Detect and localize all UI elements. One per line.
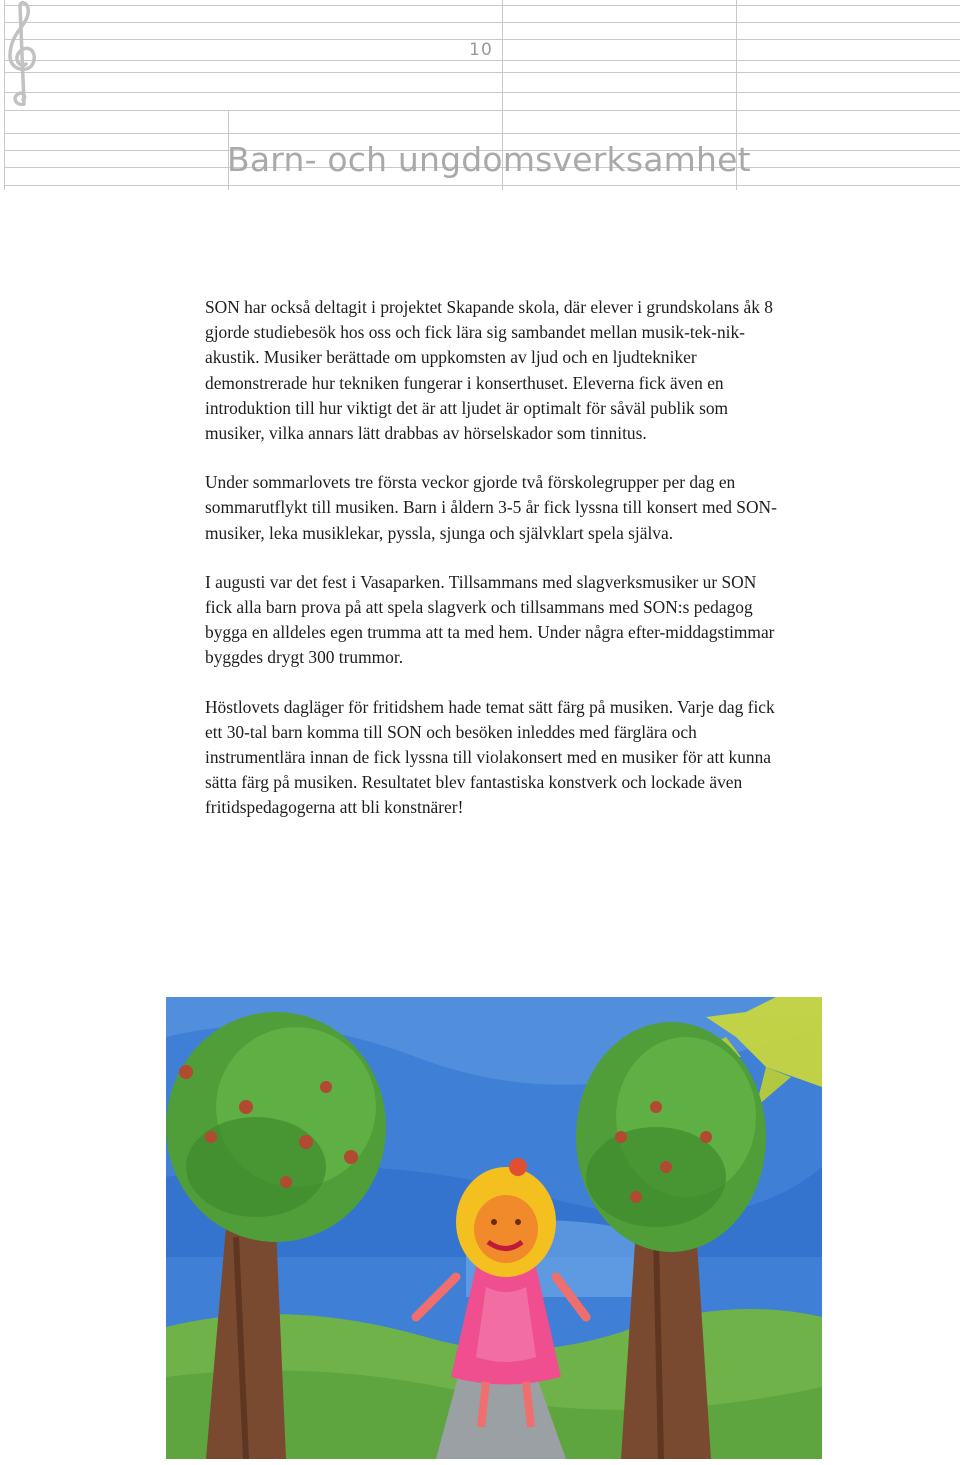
children-painting [166,997,822,1459]
section-title: Barn- och ungdomsverksamhet [227,140,751,179]
paragraph: I augusti var det fest i Vasaparken. Tillsammans med slagverksmusiker ur SON fick alla barn prova på att spela slagverk och tillsammans med SON:s pedagog bygga en alldeles egen trumma att ta med hem. Under några efter-middagstimmar byggdes drygt 300 trummor. [205,571,775,668]
paragraph: Höstlovets dagläger för fritidshem hade temat sätt färg på musiken. Varje dag fick ett 30-tal barn komma till SON och besöken inleddes med färglära och instrumentlära innan de fick lyssna till violakonsert med en musiker för att kunna sätta färg på musiken. Resultatet blev fantastiska konstverk och lockade även fritidspedagogerna att bli konstnärer! [205,696,775,818]
page-number: 10 [469,40,493,60]
treble-clef-icon [2,0,44,110]
paragraph: SON har också deltagit i projektet Skapande skola, där elever i grundskolans åk 8 gjorde studiebesök hos oss och fick lära sig sambandet mellan musik-tek-nik-akustik. Musiker berättade om uppkomsten av ljud och en ljudtekniker demonstrerade hur tekniken fungerar i konserthuset. Eleverna fick även en introduktion till hur viktigt det är att ljudet är optimalt för såväl publik som musiker, vilka annars lätt drabbas av hörselskador som tinnitus. [205,297,773,444]
body-text [205,295,785,845]
paragraph: Under sommarlovets tre första veckor gjorde två förskolegrupper per dag en sommarutflykt till musiken. Barn i åldern 3-5 år fick lyssna till konsert med SON-musiker, leka musiklekar, pyssla, sjunga och självklart spela själva. [205,472,777,543]
